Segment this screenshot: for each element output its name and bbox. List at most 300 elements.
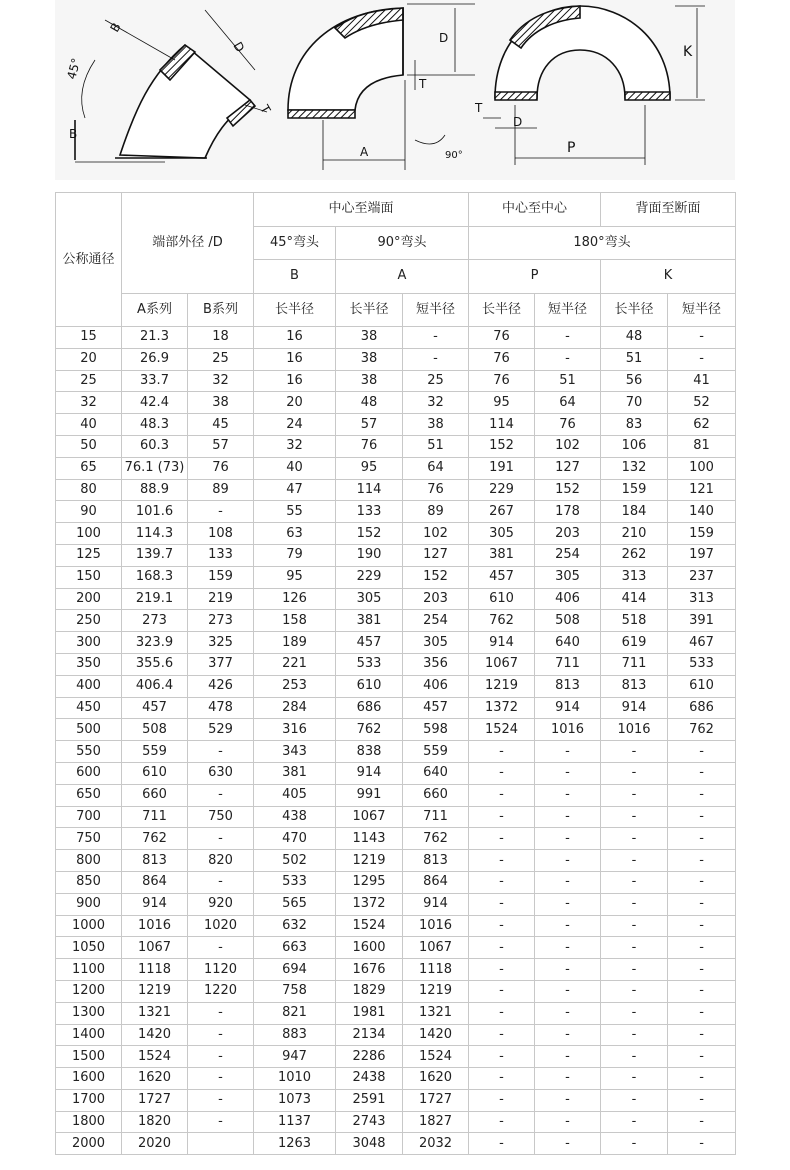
cell-b-long-radius: 1010: [254, 1068, 336, 1090]
cell-a-long-radius: 1676: [336, 959, 403, 981]
cell-outer-dia-a: 1820: [122, 1111, 188, 1133]
cell-p-long-radius: 76: [469, 370, 535, 392]
cell-a-short-radius: 1727: [403, 1089, 469, 1111]
cell-a-short-radius: 1321: [403, 1002, 469, 1024]
cell-a-short-radius: 102: [403, 523, 469, 545]
table-row: [56, 566, 736, 588]
cell-k-long-radius: 518: [601, 610, 668, 632]
cell-a-short-radius: 864: [403, 871, 469, 893]
cell-a-long-radius: 2286: [336, 1046, 403, 1068]
cell-p-short-radius: 406: [535, 588, 601, 610]
cell-k-long-radius: -: [601, 871, 668, 893]
cell-b-long-radius: 381: [254, 762, 336, 784]
cell-p-long-radius: -: [469, 1046, 535, 1068]
cell-outer-dia-b: -: [188, 1089, 254, 1111]
cell-p-short-radius: 508: [535, 610, 601, 632]
label-t-180: T: [475, 101, 483, 115]
cell-k-short-radius: -: [668, 762, 736, 784]
cell-b-long-radius: 16: [254, 370, 336, 392]
cell-b-long-radius: 1263: [254, 1133, 336, 1155]
cell-outer-dia-b: 630: [188, 762, 254, 784]
cell-nominal-diameter: 1050: [56, 937, 122, 959]
cell-b-long-radius: 126: [254, 588, 336, 610]
cell-b-long-radius: 533: [254, 871, 336, 893]
cell-k-short-radius: 140: [668, 501, 736, 523]
cell-nominal-diameter: 150: [56, 566, 122, 588]
cell-a-short-radius: 203: [403, 588, 469, 610]
cell-b-long-radius: 20: [254, 392, 336, 414]
cell-k-long-radius: 210: [601, 523, 668, 545]
cell-a-short-radius: 914: [403, 893, 469, 915]
cell-p-long-radius: 76: [469, 348, 535, 370]
cell-a-long-radius: 38: [336, 370, 403, 392]
cell-outer-dia-b: -: [188, 741, 254, 763]
cell-outer-dia-a: 711: [122, 806, 188, 828]
cell-a-short-radius: 559: [403, 741, 469, 763]
cell-k-short-radius: -: [668, 893, 736, 915]
label-k: K: [683, 44, 693, 60]
cell-k-short-radius: 762: [668, 719, 736, 741]
table-row: [56, 719, 736, 741]
cell-b-long-radius: 565: [254, 893, 336, 915]
table-row: [56, 588, 736, 610]
cell-p-short-radius: 127: [535, 457, 601, 479]
cell-k-short-radius: -: [668, 1089, 736, 1111]
cell-k-short-radius: 41: [668, 370, 736, 392]
label-b-top: B: [107, 20, 124, 35]
cell-nominal-diameter: 125: [56, 544, 122, 566]
label-a: A: [360, 145, 369, 159]
cell-p-long-radius: 381: [469, 544, 535, 566]
table-row: [56, 370, 736, 392]
cell-outer-dia-a: 33.7: [122, 370, 188, 392]
cell-a-long-radius: 38: [336, 348, 403, 370]
elbow-90-drawing: [288, 4, 475, 170]
cell-p-short-radius: 152: [535, 479, 601, 501]
cell-k-long-radius: -: [601, 1046, 668, 1068]
cell-p-long-radius: 1372: [469, 697, 535, 719]
cell-p-long-radius: -: [469, 850, 535, 872]
header-back-to-face: 背面至断面: [601, 193, 736, 227]
cell-k-short-radius: 391: [668, 610, 736, 632]
cell-k-short-radius: -: [668, 1024, 736, 1046]
cell-outer-dia-b: 108: [188, 523, 254, 545]
cell-b-long-radius: 63: [254, 523, 336, 545]
cell-k-long-radius: 1016: [601, 719, 668, 741]
label-t-90: T: [419, 77, 427, 91]
cell-b-long-radius: 316: [254, 719, 336, 741]
cell-nominal-diameter: 15: [56, 327, 122, 349]
cell-a-short-radius: 1620: [403, 1068, 469, 1090]
cell-b-long-radius: 79: [254, 544, 336, 566]
cell-b-long-radius: 221: [254, 653, 336, 675]
cell-k-long-radius: -: [601, 980, 668, 1002]
cell-nominal-diameter: 600: [56, 762, 122, 784]
cell-nominal-diameter: 100: [56, 523, 122, 545]
cell-p-long-radius: 762: [469, 610, 535, 632]
table-row: [56, 893, 736, 915]
cell-p-long-radius: 1219: [469, 675, 535, 697]
cell-k-long-radius: -: [601, 1089, 668, 1111]
cell-outer-dia-a: 168.3: [122, 566, 188, 588]
cell-a-long-radius: 95: [336, 457, 403, 479]
cell-p-long-radius: 610: [469, 588, 535, 610]
cell-outer-dia-a: 559: [122, 741, 188, 763]
cell-outer-dia-a: 610: [122, 762, 188, 784]
cell-nominal-diameter: 500: [56, 719, 122, 741]
cell-a-short-radius: 38: [403, 414, 469, 436]
cell-outer-dia-b: -: [188, 1024, 254, 1046]
cell-k-long-radius: 813: [601, 675, 668, 697]
cell-k-long-radius: -: [601, 784, 668, 806]
cell-k-short-radius: 62: [668, 414, 736, 436]
cell-a-long-radius: 991: [336, 784, 403, 806]
cell-p-long-radius: 1067: [469, 653, 535, 675]
cell-nominal-diameter: 850: [56, 871, 122, 893]
cell-a-short-radius: 32: [403, 392, 469, 414]
table-row: [56, 871, 736, 893]
cell-outer-dia-a: 914: [122, 893, 188, 915]
cell-p-short-radius: -: [535, 327, 601, 349]
cell-k-short-radius: 686: [668, 697, 736, 719]
cell-a-long-radius: 1219: [336, 850, 403, 872]
cell-a-long-radius: 2134: [336, 1024, 403, 1046]
cell-k-long-radius: 83: [601, 414, 668, 436]
table-row: [56, 1024, 736, 1046]
cell-k-short-radius: 81: [668, 435, 736, 457]
cell-p-short-radius: -: [535, 850, 601, 872]
cell-p-short-radius: 254: [535, 544, 601, 566]
cell-outer-dia-b: -: [188, 1068, 254, 1090]
cell-nominal-diameter: 300: [56, 632, 122, 654]
cell-outer-dia-b: 76: [188, 457, 254, 479]
table-row: [56, 915, 736, 937]
cell-a-long-radius: 838: [336, 741, 403, 763]
cell-outer-dia-a: 273: [122, 610, 188, 632]
cell-a-short-radius: -: [403, 327, 469, 349]
cell-k-short-radius: 100: [668, 457, 736, 479]
cell-a-long-radius: 3048: [336, 1133, 403, 1155]
cell-nominal-diameter: 25: [56, 370, 122, 392]
cell-a-long-radius: 57: [336, 414, 403, 436]
cell-p-short-radius: 76: [535, 414, 601, 436]
header-nominal-diameter: 公称通径: [56, 193, 122, 327]
cell-k-short-radius: -: [668, 937, 736, 959]
cell-k-long-radius: -: [601, 915, 668, 937]
cell-a-short-radius: 254: [403, 610, 469, 632]
cell-a-long-radius: 1372: [336, 893, 403, 915]
cell-b-long-radius: 632: [254, 915, 336, 937]
cell-b-long-radius: 947: [254, 1046, 336, 1068]
cell-p-short-radius: 640: [535, 632, 601, 654]
cell-p-long-radius: -: [469, 1002, 535, 1024]
cell-a-short-radius: 1524: [403, 1046, 469, 1068]
table-row: [56, 501, 736, 523]
cell-p-short-radius: 51: [535, 370, 601, 392]
cell-nominal-diameter: 1600: [56, 1068, 122, 1090]
cell-p-long-radius: 229: [469, 479, 535, 501]
cell-k-long-radius: -: [601, 1111, 668, 1133]
cell-outer-dia-b: -: [188, 828, 254, 850]
cell-nominal-diameter: 550: [56, 741, 122, 763]
cell-b-long-radius: 405: [254, 784, 336, 806]
cell-a-short-radius: 711: [403, 806, 469, 828]
cell-outer-dia-b: 820: [188, 850, 254, 872]
cell-a-long-radius: 533: [336, 653, 403, 675]
label-t-45: T: [257, 102, 274, 116]
cell-outer-dia-a: 355.6: [122, 653, 188, 675]
cell-a-short-radius: 1219: [403, 980, 469, 1002]
cell-b-long-radius: 883: [254, 1024, 336, 1046]
cell-b-long-radius: 663: [254, 937, 336, 959]
header-series-a: A系列: [122, 293, 188, 327]
cell-outer-dia-a: 864: [122, 871, 188, 893]
cell-a-long-radius: 1143: [336, 828, 403, 850]
cell-k-long-radius: 184: [601, 501, 668, 523]
header-row-4: [56, 293, 736, 327]
cell-outer-dia-a: 1321: [122, 1002, 188, 1024]
cell-p-short-radius: 711: [535, 653, 601, 675]
cell-p-long-radius: -: [469, 893, 535, 915]
cell-k-long-radius: -: [601, 1002, 668, 1024]
header-col-b: B: [254, 260, 336, 294]
cell-outer-dia-b: 529: [188, 719, 254, 741]
cell-k-short-radius: 467: [668, 632, 736, 654]
cell-p-long-radius: 152: [469, 435, 535, 457]
cell-outer-dia-b: 325: [188, 632, 254, 654]
cell-k-long-radius: -: [601, 828, 668, 850]
header-45-elbow: 45°弯头: [254, 226, 336, 260]
cell-b-long-radius: 343: [254, 741, 336, 763]
cell-a-long-radius: 133: [336, 501, 403, 523]
cell-k-long-radius: 70: [601, 392, 668, 414]
cell-b-long-radius: 758: [254, 980, 336, 1002]
cell-outer-dia-b: 219: [188, 588, 254, 610]
cell-outer-dia-b: 478: [188, 697, 254, 719]
label-d-180: D: [513, 115, 523, 129]
cell-k-short-radius: 121: [668, 479, 736, 501]
cell-k-long-radius: 106: [601, 435, 668, 457]
cell-p-long-radius: -: [469, 980, 535, 1002]
cell-outer-dia-b: -: [188, 784, 254, 806]
cell-outer-dia-a: 76.1 (73): [122, 457, 188, 479]
cell-k-long-radius: 313: [601, 566, 668, 588]
cell-outer-dia-b: -: [188, 937, 254, 959]
cell-k-short-radius: 52: [668, 392, 736, 414]
cell-outer-dia-a: 1067: [122, 937, 188, 959]
cell-a-long-radius: 1295: [336, 871, 403, 893]
cell-p-long-radius: 267: [469, 501, 535, 523]
cell-a-long-radius: 38: [336, 327, 403, 349]
cell-a-long-radius: 1600: [336, 937, 403, 959]
elbow-180-drawing: [483, 6, 705, 165]
cell-outer-dia-a: 60.3: [122, 435, 188, 457]
cell-outer-dia-b: 426: [188, 675, 254, 697]
table-row: [56, 610, 736, 632]
cell-outer-dia-b: 89: [188, 479, 254, 501]
cell-outer-dia-a: 101.6: [122, 501, 188, 523]
cell-outer-dia-a: 219.1: [122, 588, 188, 610]
cell-outer-dia-a: 2020: [122, 1133, 188, 1155]
cell-b-long-radius: 32: [254, 435, 336, 457]
cell-k-long-radius: 262: [601, 544, 668, 566]
cell-p-short-radius: -: [535, 915, 601, 937]
cell-outer-dia-b: 32: [188, 370, 254, 392]
cell-p-long-radius: 191: [469, 457, 535, 479]
table-row: [56, 1046, 736, 1068]
cell-k-long-radius: -: [601, 959, 668, 981]
cell-a-long-radius: 610: [336, 675, 403, 697]
cell-p-short-radius: 203: [535, 523, 601, 545]
header-long-radius-p: 长半径: [469, 293, 535, 327]
cell-p-long-radius: -: [469, 1111, 535, 1133]
cell-a-short-radius: 598: [403, 719, 469, 741]
cell-b-long-radius: 1137: [254, 1111, 336, 1133]
cell-a-short-radius: 640: [403, 762, 469, 784]
cell-outer-dia-b: 18: [188, 327, 254, 349]
cell-p-short-radius: -: [535, 348, 601, 370]
cell-k-long-radius: -: [601, 741, 668, 763]
cell-outer-dia-b: [188, 1133, 254, 1155]
cell-outer-dia-b: -: [188, 1111, 254, 1133]
cell-b-long-radius: 694: [254, 959, 336, 981]
label-90-deg: 90°: [445, 150, 463, 161]
cell-outer-dia-b: 25: [188, 348, 254, 370]
cell-outer-dia-b: 57: [188, 435, 254, 457]
table-row: [56, 762, 736, 784]
cell-p-short-radius: 914: [535, 697, 601, 719]
table-row: [56, 784, 736, 806]
cell-p-long-radius: 95: [469, 392, 535, 414]
cell-k-short-radius: -: [668, 806, 736, 828]
table-row: [56, 435, 736, 457]
cell-p-long-radius: -: [469, 871, 535, 893]
cell-k-short-radius: -: [668, 850, 736, 872]
cell-a-short-radius: 76: [403, 479, 469, 501]
cell-a-long-radius: 48: [336, 392, 403, 414]
cell-outer-dia-b: 920: [188, 893, 254, 915]
cell-a-long-radius: 381: [336, 610, 403, 632]
label-b-side: B: [69, 127, 78, 141]
cell-nominal-diameter: 650: [56, 784, 122, 806]
header-long-radius-k: 长半径: [601, 293, 668, 327]
cell-k-long-radius: 56: [601, 370, 668, 392]
cell-outer-dia-a: 88.9: [122, 479, 188, 501]
cell-p-short-radius: 102: [535, 435, 601, 457]
table-row: [56, 959, 736, 981]
cell-p-short-radius: -: [535, 1111, 601, 1133]
cell-b-long-radius: 470: [254, 828, 336, 850]
cell-p-long-radius: -: [469, 1089, 535, 1111]
table-row: [56, 741, 736, 763]
cell-a-short-radius: 762: [403, 828, 469, 850]
cell-nominal-diameter: 1200: [56, 980, 122, 1002]
cell-nominal-diameter: 700: [56, 806, 122, 828]
cell-p-short-radius: -: [535, 1089, 601, 1111]
cell-k-long-radius: -: [601, 893, 668, 915]
table-row: [56, 414, 736, 436]
cell-b-long-radius: 253: [254, 675, 336, 697]
cell-p-long-radius: -: [469, 937, 535, 959]
cell-k-short-radius: 313: [668, 588, 736, 610]
cell-a-short-radius: 660: [403, 784, 469, 806]
cell-a-long-radius: 2591: [336, 1089, 403, 1111]
cell-a-short-radius: 152: [403, 566, 469, 588]
cell-outer-dia-a: 139.7: [122, 544, 188, 566]
table-row: [56, 1089, 736, 1111]
cell-outer-dia-a: 26.9: [122, 348, 188, 370]
cell-b-long-radius: 55: [254, 501, 336, 523]
cell-a-short-radius: 1827: [403, 1111, 469, 1133]
cell-p-long-radius: -: [469, 959, 535, 981]
cell-p-long-radius: -: [469, 915, 535, 937]
cell-p-long-radius: -: [469, 806, 535, 828]
cell-outer-dia-b: 1220: [188, 980, 254, 1002]
cell-p-short-radius: -: [535, 828, 601, 850]
cell-b-long-radius: 821: [254, 1002, 336, 1024]
table-row: [56, 544, 736, 566]
table-row: [56, 1002, 736, 1024]
cell-k-short-radius: 197: [668, 544, 736, 566]
cell-outer-dia-a: 1219: [122, 980, 188, 1002]
cell-outer-dia-a: 508: [122, 719, 188, 741]
cell-b-long-radius: 502: [254, 850, 336, 872]
cell-nominal-diameter: 80: [56, 479, 122, 501]
cell-nominal-diameter: 20: [56, 348, 122, 370]
cell-outer-dia-b: 273: [188, 610, 254, 632]
cell-outer-dia-b: 750: [188, 806, 254, 828]
table-row: [56, 937, 736, 959]
cell-nominal-diameter: 40: [56, 414, 122, 436]
header-col-p: P: [469, 260, 601, 294]
cell-p-long-radius: 114: [469, 414, 535, 436]
cell-nominal-diameter: 1400: [56, 1024, 122, 1046]
cell-k-short-radius: -: [668, 1046, 736, 1068]
table-row: [56, 653, 736, 675]
cell-p-short-radius: 813: [535, 675, 601, 697]
header-row-1: [56, 193, 736, 227]
cell-k-long-radius: 619: [601, 632, 668, 654]
cell-p-short-radius: -: [535, 959, 601, 981]
cell-k-short-radius: 533: [668, 653, 736, 675]
cell-k-long-radius: 914: [601, 697, 668, 719]
cell-outer-dia-a: 1620: [122, 1068, 188, 1090]
cell-k-short-radius: -: [668, 1002, 736, 1024]
cell-p-long-radius: -: [469, 741, 535, 763]
cell-outer-dia-b: 1020: [188, 915, 254, 937]
table-row: [56, 348, 736, 370]
cell-nominal-diameter: 450: [56, 697, 122, 719]
cell-k-long-radius: 414: [601, 588, 668, 610]
cell-k-short-radius: -: [668, 980, 736, 1002]
cell-a-long-radius: 762: [336, 719, 403, 741]
cell-p-long-radius: 457: [469, 566, 535, 588]
cell-p-short-radius: -: [535, 1133, 601, 1155]
cell-k-short-radius: -: [668, 348, 736, 370]
cell-p-short-radius: -: [535, 784, 601, 806]
elbow-45-drawing: [75, 10, 267, 162]
cell-p-long-radius: 305: [469, 523, 535, 545]
cell-b-long-radius: 16: [254, 348, 336, 370]
cell-k-short-radius: 610: [668, 675, 736, 697]
table-row: [56, 697, 736, 719]
cell-p-short-radius: -: [535, 741, 601, 763]
cell-nominal-diameter: 1800: [56, 1111, 122, 1133]
cell-nominal-diameter: 900: [56, 893, 122, 915]
cell-k-long-radius: 132: [601, 457, 668, 479]
header-long-radius-a: 长半径: [336, 293, 403, 327]
cell-outer-dia-a: 42.4: [122, 392, 188, 414]
